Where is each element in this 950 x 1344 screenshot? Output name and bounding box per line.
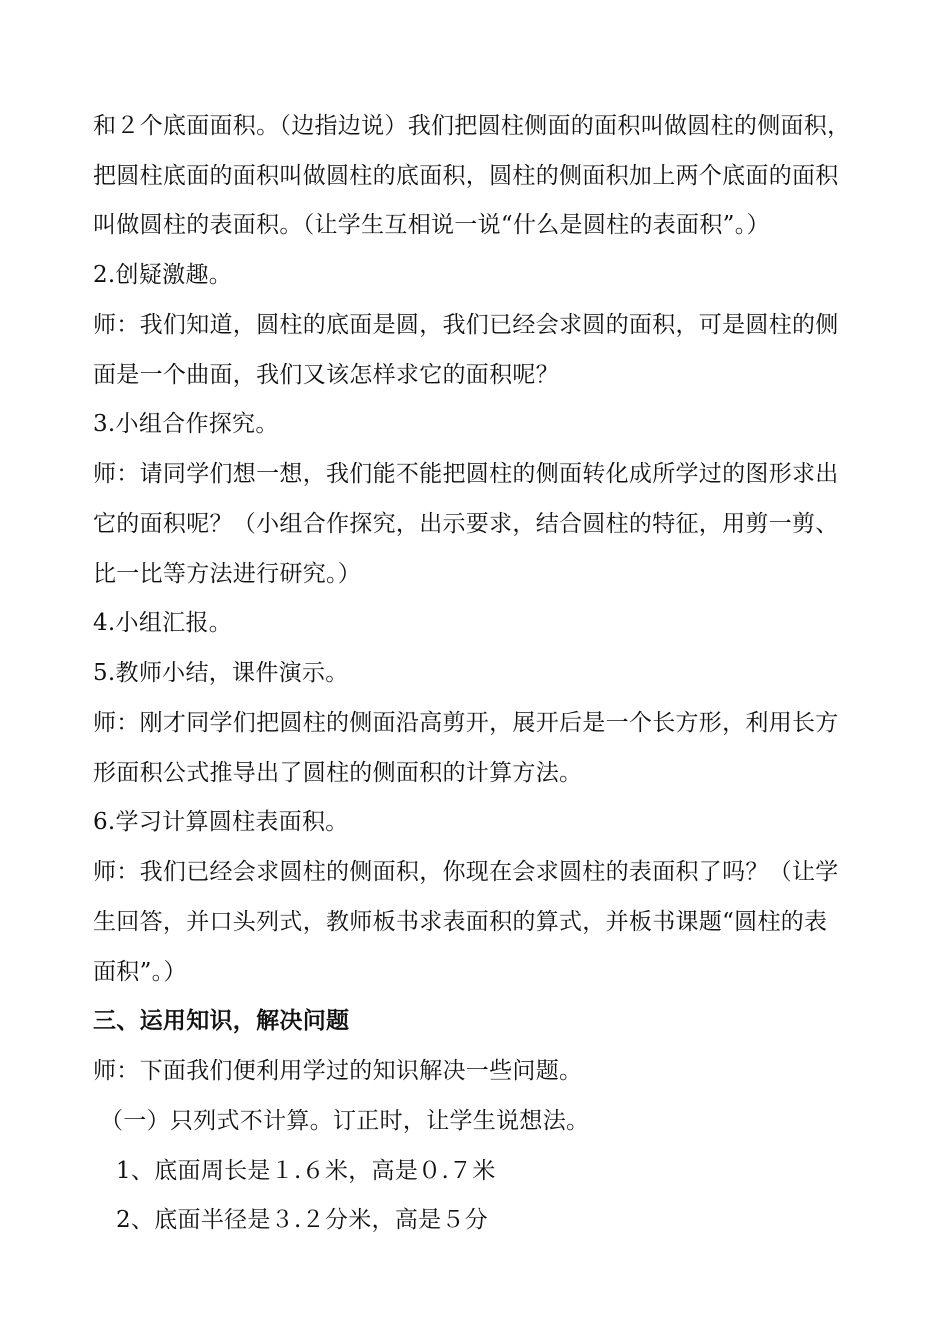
section-item-heading: 3.小组合作探究。: [93, 411, 279, 437]
section-item-heading: 5.教师小结，课件演示。: [93, 660, 349, 686]
exercise-item: 1、底面周长是１.６米，高是０.７米: [116, 1158, 496, 1184]
paragraph-line: 叫做圆柱的表面积。（让学生互相说一说“什么是圆柱的表面积”。）: [93, 212, 770, 238]
paragraph-line: 面是一个曲面，我们又该怎样求它的面积呢？: [93, 362, 559, 388]
paragraph-line: 比一比等方法进行研究。）: [93, 561, 362, 587]
paragraph-line: 和２个底面面积。（边指边说）我们把圆柱侧面的面积叫做圆柱的侧面积，: [93, 113, 851, 139]
exercise-item: 2、底面半径是３.２分米，高是５分: [116, 1207, 489, 1233]
section-item-heading: 6.学习计算圆柱表面积。: [93, 809, 349, 835]
paragraph-line: 它的面积呢？（小组合作探究，出示要求，结合圆柱的特征，用剪一剪、: [93, 511, 839, 537]
section-heading: 三、运用知识，解决问题: [93, 1007, 350, 1034]
section-item-heading: 4.小组汇报。: [93, 610, 233, 636]
paragraph-line: 师：刚才同学们把圆柱的侧面沿高剪开，展开后是一个长方形，利用长方: [93, 710, 839, 736]
paragraph-line: 面积”。）: [93, 959, 187, 985]
paragraph-line: 生回答，并口头列式，教师板书求表面积的算式，并板书课题“圆柱的表: [93, 909, 828, 935]
paragraph-line: 把圆柱底面的面积叫做圆柱的底面积，圆柱的侧面积加上两个底面的面积: [93, 163, 839, 189]
section-item-heading: 2.创疑激趣。: [93, 262, 233, 288]
paragraph-line: 师：请同学们想一想，我们能不能把圆柱的侧面转化成所学过的图形求出: [93, 461, 839, 487]
paragraph-line: 师：我们已经会求圆柱的侧面积，你现在会求圆柱的表面积了吗？（让学: [93, 859, 839, 885]
paragraph-line: 师：我们知道，圆柱的底面是圆，我们已经会求圆的面积，可是圆柱的侧: [93, 312, 839, 338]
paragraph-line: 形面积公式推导出了圆柱的侧面积的计算方法。: [93, 760, 583, 786]
subsection-heading: （一）只列式不计算。订正时，让学生说想法。: [100, 1108, 590, 1134]
paragraph-line: 师：下面我们便利用学过的知识解决一些问题。: [93, 1058, 583, 1084]
